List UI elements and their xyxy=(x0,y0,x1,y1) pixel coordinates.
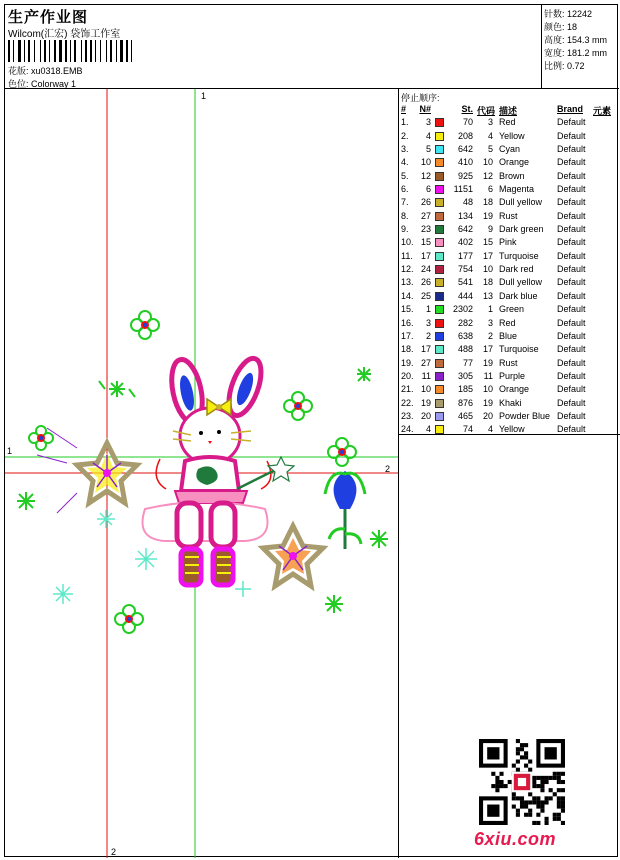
row-brand: Default xyxy=(557,330,586,341)
row-stitches: 642 xyxy=(457,224,473,235)
row-needle: 4 xyxy=(425,130,431,141)
color-swatch xyxy=(435,185,444,194)
table-row xyxy=(399,290,620,303)
color-swatch xyxy=(435,345,444,354)
row-stitches: 925 xyxy=(457,170,473,181)
row-stitches: 208 xyxy=(457,130,473,141)
row-stitches: 488 xyxy=(457,344,473,355)
table-row xyxy=(399,183,620,196)
row-needle: 27 xyxy=(420,210,431,221)
row-brand: Default xyxy=(557,117,586,128)
color-swatch xyxy=(435,359,444,368)
table-row xyxy=(399,156,620,169)
row-index: 2. xyxy=(401,130,409,141)
row-desc: Turquoise xyxy=(499,250,539,261)
row-brand: Default xyxy=(557,210,586,221)
row-desc: Pink xyxy=(499,237,517,248)
row-brand: Default xyxy=(557,237,586,248)
col-header-index: # xyxy=(401,104,407,114)
table-row xyxy=(399,303,620,316)
site-logo: 6xiu.com xyxy=(474,829,557,849)
design-file-name: 花版: xu0318.EMB xyxy=(8,66,83,76)
row-needle: 24 xyxy=(420,264,431,275)
col-header-code: 代码 xyxy=(477,106,496,116)
row-stitches: 642 xyxy=(457,144,473,155)
row-index: 22. xyxy=(401,397,414,408)
table-row xyxy=(399,236,620,249)
row-index: 1. xyxy=(401,117,409,128)
color-swatch xyxy=(435,305,444,314)
row-needle: 10 xyxy=(420,384,431,395)
row-brand: Default xyxy=(557,157,586,168)
row-stitches: 282 xyxy=(457,317,473,328)
row-desc: Yellow xyxy=(499,424,525,435)
row-brand: Default xyxy=(557,410,586,421)
row-brand: Default xyxy=(557,357,586,368)
row-code: 19 xyxy=(482,210,493,221)
color-count: 颜色: 18 xyxy=(544,22,578,32)
tulip-flower xyxy=(325,471,365,549)
color-swatch xyxy=(435,225,444,234)
color-swatch xyxy=(435,172,444,181)
table-row xyxy=(399,130,620,143)
row-desc: Yellow xyxy=(499,130,525,141)
row-stitches: 410 xyxy=(457,157,473,168)
row-stitches: 444 xyxy=(457,290,473,301)
table-row xyxy=(399,383,620,396)
table-row xyxy=(399,397,620,410)
row-code: 10 xyxy=(482,264,493,275)
color-swatch xyxy=(435,319,444,328)
row-desc: Orange xyxy=(499,157,530,168)
colorway-name: 色位: Colorway 1 xyxy=(8,79,77,89)
table-row xyxy=(399,196,620,209)
design-width: 宽度: 181.2 mm xyxy=(544,48,608,58)
table-row xyxy=(399,116,620,129)
table-row xyxy=(399,223,620,236)
row-desc: Rust xyxy=(499,357,518,368)
row-desc: Dull yellow xyxy=(499,277,543,288)
row-code: 17 xyxy=(482,250,493,261)
stop-sequence-panel xyxy=(398,89,619,858)
row-index: 21. xyxy=(401,384,414,395)
row-desc: Red xyxy=(499,117,516,128)
row-desc: Orange xyxy=(499,384,530,395)
table-row xyxy=(399,357,620,370)
row-index: 16. xyxy=(401,317,414,328)
row-desc: Dark blue xyxy=(499,290,538,301)
color-swatch xyxy=(435,132,444,141)
row-needle: 15 xyxy=(420,237,431,248)
row-stitches: 876 xyxy=(457,397,473,408)
row-code: 4 xyxy=(487,130,493,141)
row-stitches: 70 xyxy=(462,117,473,128)
row-index: 12. xyxy=(401,264,414,275)
row-index: 10. xyxy=(401,237,414,248)
sheet-header xyxy=(5,5,619,89)
row-index: 4. xyxy=(401,157,409,168)
row-needle: 27 xyxy=(420,357,431,368)
row-index: 7. xyxy=(401,197,409,208)
row-brand: Default xyxy=(557,290,586,301)
color-swatch xyxy=(435,292,444,301)
row-needle: 20 xyxy=(420,410,431,421)
axis-label-top: 1 xyxy=(201,91,207,101)
row-index: 19. xyxy=(401,357,414,368)
row-brand: Default xyxy=(557,170,586,181)
row-needle: 23 xyxy=(420,224,431,235)
col-header-needle: N# xyxy=(419,104,431,114)
row-stitches: 541 xyxy=(457,277,473,288)
flower-large-right xyxy=(263,526,323,586)
row-index: 14. xyxy=(401,290,414,301)
row-needle: 17 xyxy=(420,344,431,355)
row-code: 12 xyxy=(482,170,493,181)
table-row xyxy=(399,210,620,223)
row-code: 18 xyxy=(482,277,493,288)
row-index: 9. xyxy=(401,224,409,235)
sheet-title: 生产作业图 xyxy=(8,9,89,26)
color-swatch xyxy=(435,118,444,127)
table-row xyxy=(399,317,620,330)
col-header-stitches: St. xyxy=(461,104,473,114)
row-stitches: 134 xyxy=(457,210,473,221)
row-desc: Khaki xyxy=(499,397,522,408)
table-row xyxy=(399,143,620,156)
row-needle: 4 xyxy=(425,424,431,435)
stop-sequence-title: 停止顺序: xyxy=(401,93,440,103)
row-needle: 12 xyxy=(420,170,431,181)
row-desc: Cyan xyxy=(499,144,521,155)
table-divider xyxy=(399,434,620,435)
color-swatch xyxy=(435,145,444,154)
row-brand: Default xyxy=(557,184,586,195)
row-index: 20. xyxy=(401,370,414,381)
color-swatch xyxy=(435,265,444,274)
color-swatch xyxy=(435,332,444,341)
row-brand: Default xyxy=(557,264,586,275)
row-stitches: 402 xyxy=(457,237,473,248)
row-code: 19 xyxy=(482,357,493,368)
row-brand: Default xyxy=(557,317,586,328)
row-needle: 11 xyxy=(421,370,431,381)
barcode xyxy=(8,40,138,62)
row-needle: 25 xyxy=(420,290,431,301)
row-code: 3 xyxy=(487,117,493,128)
row-desc: Powder Blue xyxy=(499,410,551,421)
color-swatch xyxy=(435,425,444,434)
row-stitches: 74 xyxy=(462,424,473,435)
row-index: 5. xyxy=(401,170,409,181)
row-brand: Default xyxy=(557,197,586,208)
row-needle: 1 xyxy=(425,304,431,315)
color-swatch xyxy=(435,278,444,287)
color-swatch xyxy=(435,212,444,221)
table-row xyxy=(399,276,620,289)
design-scale: 比例: 0.72 xyxy=(544,61,585,71)
color-swatch xyxy=(435,158,444,167)
color-swatch xyxy=(435,238,444,247)
col-header-brand: Brand xyxy=(557,104,584,114)
row-needle: 10 xyxy=(420,157,431,168)
row-stitches: 177 xyxy=(457,250,473,261)
row-needle: 2 xyxy=(425,330,431,341)
row-desc: Rust xyxy=(499,210,518,221)
row-code: 17 xyxy=(482,344,493,355)
qr-code xyxy=(479,739,565,825)
design-info-box xyxy=(541,5,619,89)
row-needle: 17 xyxy=(420,250,431,261)
row-code: 2 xyxy=(487,330,493,341)
table-row xyxy=(399,343,620,356)
table-row xyxy=(399,170,620,183)
row-stitches: 1151 xyxy=(453,184,473,195)
row-code: 3 xyxy=(487,317,493,328)
row-code: 20 xyxy=(482,410,493,421)
row-code: 13 xyxy=(482,290,493,301)
row-stitches: 465 xyxy=(457,410,473,421)
table-header-row xyxy=(399,103,620,116)
stop-sequence-table xyxy=(399,103,620,437)
row-stitches: 305 xyxy=(457,370,473,381)
row-index: 17. xyxy=(401,330,414,341)
row-brand: Default xyxy=(557,130,586,141)
row-index: 23. xyxy=(401,410,414,421)
row-needle: 26 xyxy=(420,197,431,208)
bunny-figure xyxy=(143,354,295,585)
row-code: 15 xyxy=(482,237,493,248)
row-brand: Default xyxy=(557,370,586,381)
row-desc: Green xyxy=(499,304,525,315)
row-brand: Default xyxy=(557,277,586,288)
studio-name: Wilcom(汇宏) 袋饰工作室 xyxy=(8,29,121,40)
row-brand: Default xyxy=(557,250,586,261)
color-swatch xyxy=(435,198,444,207)
row-code: 10 xyxy=(482,157,493,168)
production-sheet xyxy=(4,4,618,857)
row-desc: Turquoise xyxy=(499,344,539,355)
row-stitches: 638 xyxy=(457,330,473,341)
row-stitches: 48 xyxy=(462,197,473,208)
table-row xyxy=(399,263,620,276)
row-brand: Default xyxy=(557,224,586,235)
row-needle: 3 xyxy=(425,317,431,328)
row-desc: Dark green xyxy=(499,224,544,235)
row-index: 8. xyxy=(401,210,409,221)
row-needle: 19 xyxy=(420,397,431,408)
row-code: 9 xyxy=(487,224,493,235)
row-index: 13. xyxy=(401,277,414,288)
row-needle: 5 xyxy=(425,144,431,155)
design-preview xyxy=(5,89,398,858)
embroidery-artwork xyxy=(5,89,398,858)
row-stitches: 185 xyxy=(457,384,473,395)
color-swatch xyxy=(435,252,444,261)
row-code: 10 xyxy=(482,384,493,395)
table-row xyxy=(399,330,620,343)
row-index: 3. xyxy=(401,144,409,155)
color-swatch xyxy=(435,412,444,421)
row-index: 24. xyxy=(401,424,414,435)
col-header-element: 元素 xyxy=(593,106,612,116)
color-swatch xyxy=(435,385,444,394)
row-brand: Default xyxy=(557,344,586,355)
row-brand: Default xyxy=(557,397,586,408)
axis-label-right: 2 xyxy=(385,464,391,474)
row-desc: Brown xyxy=(499,170,525,181)
row-needle: 3 xyxy=(425,117,431,128)
row-brand: Default xyxy=(557,144,586,155)
row-desc: Red xyxy=(499,317,516,328)
row-desc: Dull yellow xyxy=(499,197,543,208)
row-desc: Magenta xyxy=(499,184,535,195)
row-index: 15. xyxy=(401,304,414,315)
row-code: 1 xyxy=(487,304,493,315)
color-swatch xyxy=(435,399,444,408)
row-index: 6. xyxy=(401,184,409,195)
row-code: 11 xyxy=(483,370,493,381)
table-row xyxy=(399,410,620,423)
row-code: 4 xyxy=(487,424,493,435)
design-height: 高度: 154.3 mm xyxy=(544,35,608,45)
row-desc: Dark red xyxy=(499,264,534,275)
row-desc: Blue xyxy=(499,330,518,341)
row-brand: Default xyxy=(557,384,586,395)
axis-label-bottom: 2 xyxy=(111,847,117,857)
row-brand: Default xyxy=(557,424,586,435)
color-swatch xyxy=(435,372,444,381)
row-stitches: 77 xyxy=(462,357,473,368)
row-code: 18 xyxy=(482,197,493,208)
row-index: 18. xyxy=(401,344,414,355)
row-stitches: 754 xyxy=(457,264,473,275)
row-code: 6 xyxy=(487,184,493,195)
table-row xyxy=(399,370,620,383)
axis-label-left: 1 xyxy=(7,446,13,456)
row-code: 5 xyxy=(487,144,493,155)
row-stitches: 2302 xyxy=(452,304,473,315)
row-needle: 26 xyxy=(420,277,431,288)
table-row xyxy=(399,250,620,263)
row-index: 11. xyxy=(401,250,413,261)
stitch-count: 针数: 12242 xyxy=(544,9,593,19)
row-desc: Purple xyxy=(499,370,526,381)
row-brand: Default xyxy=(557,304,586,315)
col-header-desc: 描述 xyxy=(499,106,518,116)
row-needle: 6 xyxy=(425,184,431,195)
row-code: 19 xyxy=(482,397,493,408)
